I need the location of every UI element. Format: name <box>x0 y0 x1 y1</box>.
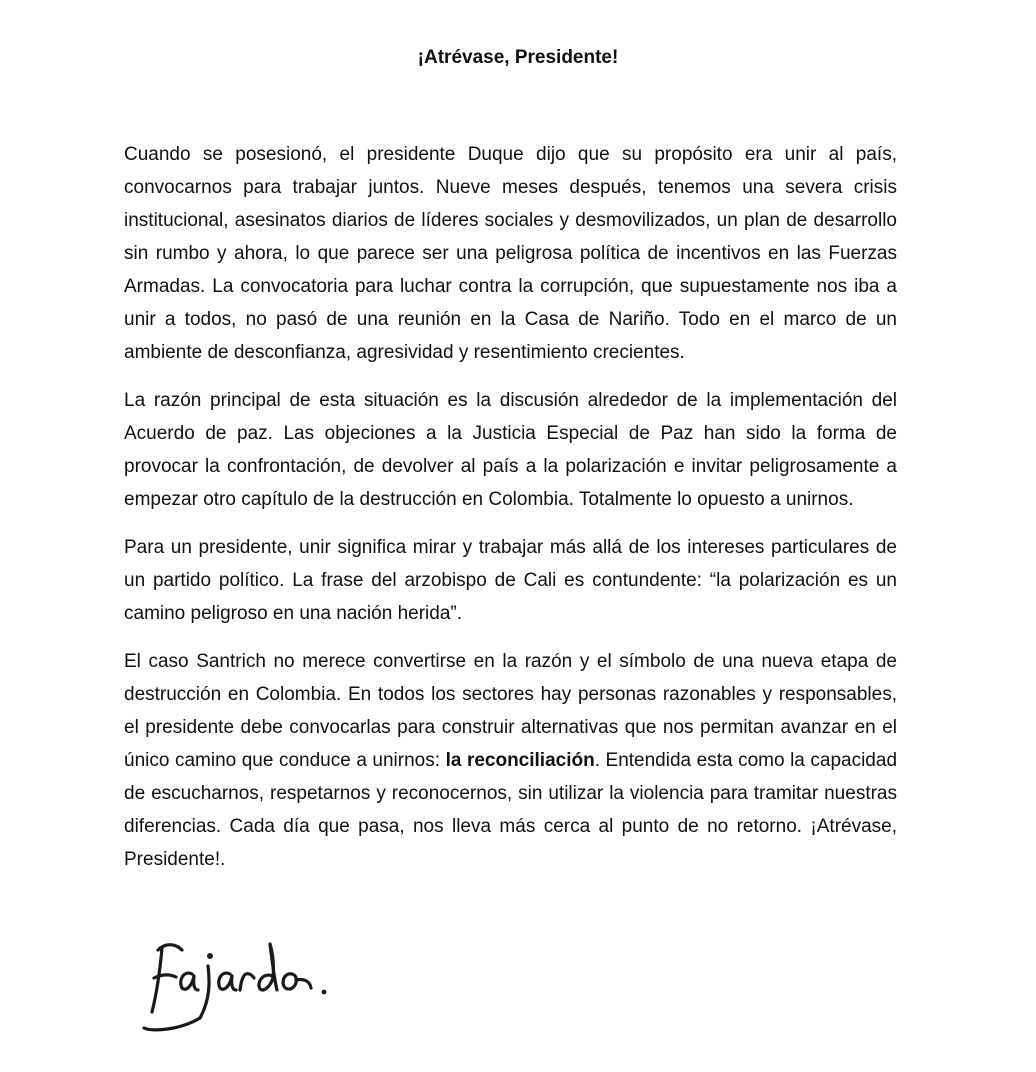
paragraph-4-text-end: . Entendida esta como la capacidad de escucharnos, respetarnos y reconocernos, sin utilizar la violencia para tramitar nuestras diferencias. Cada día que pasa, nos lleva más cerca al punto de no retorno. ¡Atrévase, Presidente!. <box>124 750 898 870</box>
handwritten-signature <box>140 930 340 1035</box>
letter-title: ¡Atrévase, Presidente! <box>417 47 619 68</box>
paragraph-2: La razón principal de esta situación es la discusión alrededor de la implementación del Acuerdo de paz. Las objeciones a la Justicia Especial de Paz han sido la forma de provocar la confrontación, de devolver al país a la polarización e invitar peligrosamente a empezar otro capítulo de la destrucción en Colombia. Totalmente lo opuesto a unirnos. <box>124 390 897 510</box>
paragraph-4 <box>124 645 897 876</box>
paragraph-3: Para un presidente, unir significa mirar y trabajar más allá de los intereses particulares de un partido político. La frase del arzobispo de Cali es contundente: “la polarización es un camino peligroso en una nación herida”. <box>124 537 897 624</box>
paragraph-4-text-start: El caso Santrich no merece convertirse en la razón y el símbolo de una nueva etapa de destrucción en Colombia. En todos los sectores hay personas razonables y responsables, el presidente debe convocarlas para construir alternativas que nos permitan avanzar en el único camino que conduce a unirnos: <box>124 651 897 771</box>
emphasis-reconciliation: la reconciliación <box>445 750 595 771</box>
paragraph-1: Cuando se posesionó, el presidente Duque dijo que su propósito era unir al país, convocarnos para trabajar juntos. Nueve meses después, tenemos una severa crisis institucional, asesinatos diarios de líderes sociales y desmovilizados, un plan de desarrollo sin rumbo y ahora, lo que parece ser una peligrosa política de incentivos en las Fuerzas Armadas. La convocatoria para luchar contra la corrupción, que supuestamente nos iba a unir a todos, no pasó de una reunión en la Casa de Nariño. Todo en el marco de un ambiente de desconfianza, agresividad y resentimiento crecientes. <box>124 144 897 363</box>
letter-body <box>124 138 897 891</box>
